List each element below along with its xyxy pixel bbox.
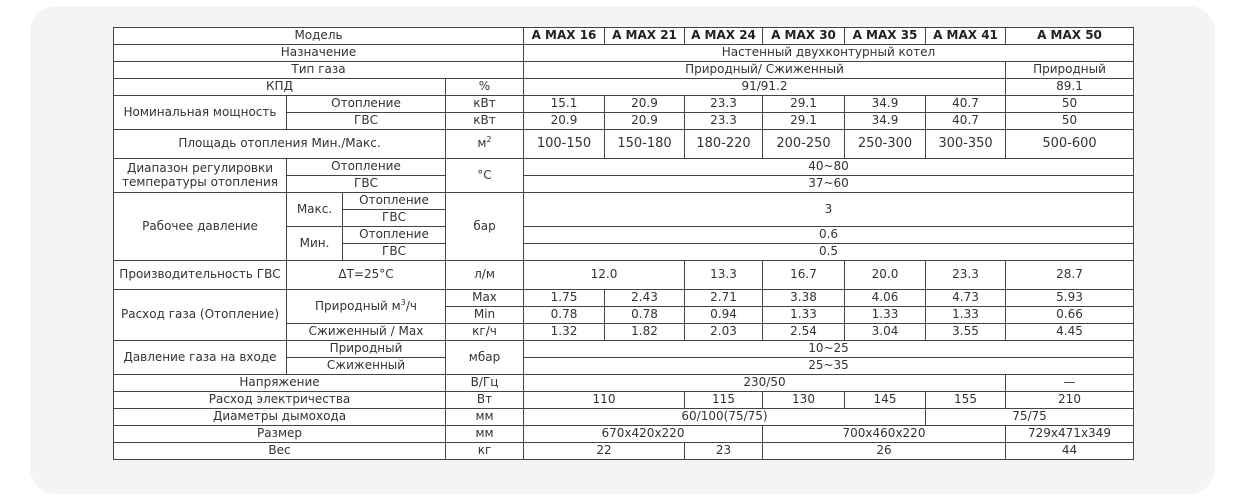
value-cell: 13.3 — [685, 261, 763, 290]
value-cell: 20.9 — [524, 113, 605, 130]
gas-inlet-pressure-label: Давление газа на входе — [114, 341, 287, 375]
value-cell: 100-150 — [524, 130, 605, 159]
value-cell: 23.3 — [926, 261, 1006, 290]
temp-heating-value: 40~80 — [524, 159, 1134, 176]
flue-value: 75/75 — [926, 409, 1134, 426]
efficiency-label: КПД — [114, 79, 446, 96]
unit: Вт — [446, 392, 524, 409]
value-cell: 1.33 — [926, 307, 1006, 324]
inlet-natural-value: 10~25 — [524, 341, 1134, 358]
row-weight — [114, 443, 1134, 460]
delta-t-label: ΔТ=25°С — [287, 261, 446, 290]
value-cell: 20.9 — [605, 96, 685, 113]
size-value: 729x471x349 — [1006, 426, 1134, 443]
value-cell: 0.66 — [1006, 307, 1134, 324]
value-cell: 4.73 — [926, 290, 1006, 307]
value-cell: 300-350 — [926, 130, 1006, 159]
value-cell: 20.9 — [605, 113, 685, 130]
min-label: Мин. — [287, 227, 343, 261]
efficiency-value: 91/91.2 — [524, 79, 1006, 96]
value-cell: 29.1 — [763, 96, 845, 113]
model-label: Модель — [114, 28, 524, 45]
lpg-max-label: Сжиженный / Max — [287, 324, 446, 341]
value-cell: 115 — [685, 392, 763, 409]
model-header: A MAX 30 — [763, 28, 845, 45]
value-cell: 0.78 — [524, 307, 605, 324]
weight-value: 44 — [1006, 443, 1134, 460]
flue-diameter-label: Диаметры дымохода — [114, 409, 446, 426]
row-gas-natural-max — [114, 290, 1134, 307]
lpg-label: Сжиженный — [287, 358, 446, 375]
size-value: 700x460x220 — [763, 426, 1006, 443]
value-cell: 23.3 — [685, 113, 763, 130]
value-cell: 28.7 — [1006, 261, 1134, 290]
value-cell: 34.9 — [845, 113, 926, 130]
model-header: A MAX 35 — [845, 28, 926, 45]
temp-dhw-value: 37~60 — [524, 176, 1134, 193]
row-power-heating — [114, 96, 1134, 113]
max-en-label: Max — [446, 290, 524, 307]
value-cell: 180-220 — [685, 130, 763, 159]
value-cell: 0.78 — [605, 307, 685, 324]
value-cell: 1.33 — [845, 307, 926, 324]
min-en-label: Min — [446, 307, 524, 324]
natural-label: Природный — [287, 341, 446, 358]
value-cell: 40.7 — [926, 113, 1006, 130]
value-cell: 210 — [1006, 392, 1134, 409]
row-power-consumption — [114, 392, 1134, 409]
pressure-min-dhw-value: 0.5 — [524, 244, 1134, 261]
model-header: A MAX 16 — [524, 28, 605, 45]
unit: мбар — [446, 341, 524, 375]
heating-area-text: Площадь отопления Мин./Макс. — [178, 136, 381, 151]
value-cell: 1.33 — [763, 307, 845, 324]
value-cell: 2.71 — [685, 290, 763, 307]
gas-consumption-label: Расход газа (Отопление) — [114, 290, 287, 341]
unit: кг/ч — [446, 324, 524, 341]
row-temp-heating — [114, 159, 1134, 176]
dhw-capacity-label: Производительность ГВС — [114, 261, 287, 290]
dhw-label: ГВС — [287, 176, 446, 193]
voltage-label: Напряжение — [114, 375, 446, 392]
gas-type-value: Природный — [1006, 62, 1134, 79]
pressure-label: Рабочее давление — [114, 193, 287, 261]
row-efficiency — [114, 79, 1134, 96]
heating-label: Отопление — [287, 96, 446, 113]
value-cell: 110 — [524, 392, 685, 409]
value-cell: 12.0 — [524, 261, 685, 290]
model-header: A MAX 24 — [685, 28, 763, 45]
row-gas-type — [114, 62, 1134, 79]
size-label: Размер — [114, 426, 446, 443]
row-heating-area — [114, 130, 1134, 159]
heating-area-label — [114, 130, 446, 159]
gas-type-value: Природный/ Сжиженный — [524, 62, 1006, 79]
nominal-power-label: Номинальная мощность — [114, 96, 287, 130]
value-cell: 23.3 — [685, 96, 763, 113]
dhw-label: ГВС — [287, 113, 446, 130]
weight-value: 26 — [763, 443, 1006, 460]
value-cell: 40.7 — [926, 96, 1006, 113]
gas-type-label: Тип газа — [114, 62, 524, 79]
purpose-value: Настенный двухконтурный котел — [524, 45, 1134, 62]
value-cell: 4.06 — [845, 290, 926, 307]
value-cell: 15.1 — [524, 96, 605, 113]
value-cell: 34.9 — [845, 96, 926, 113]
flue-value: 60/100(75/75) — [524, 409, 926, 426]
power-consumption-label: Расход электричества — [114, 392, 446, 409]
value-cell: 1.82 — [605, 324, 685, 341]
unit: мм — [446, 409, 524, 426]
voltage-value: — — [1006, 375, 1134, 392]
value-cell: 250-300 — [845, 130, 926, 159]
unit: кг — [446, 443, 524, 460]
inlet-lpg-value: 25~35 — [524, 358, 1134, 375]
value-cell: 3.55 — [926, 324, 1006, 341]
value-cell: 29.1 — [763, 113, 845, 130]
value-cell: 145 — [845, 392, 926, 409]
unit: $м^2$ — [446, 130, 524, 159]
voltage-value: 230/50 — [524, 375, 1006, 392]
value-cell: 0.94 — [685, 307, 763, 324]
value-cell: 150-180 — [605, 130, 685, 159]
row-flue — [114, 409, 1134, 426]
value-cell: 3.04 — [845, 324, 926, 341]
value-cell: 5.93 — [1006, 290, 1134, 307]
row-voltage — [114, 375, 1134, 392]
weight-value: 23 — [685, 443, 763, 460]
pressure-max-value: 3 — [524, 193, 1134, 227]
value-cell: 155 — [926, 392, 1006, 409]
max-label: Макс. — [287, 193, 343, 227]
row-size — [114, 426, 1134, 443]
model-header: A MAX 21 — [605, 28, 685, 45]
weight-label: Вес — [114, 443, 446, 460]
value-cell: 50 — [1006, 96, 1134, 113]
value-cell: 3.38 — [763, 290, 845, 307]
dhw-label: ГВС — [343, 210, 446, 227]
row-inlet-natural — [114, 341, 1134, 358]
pressure-min-heating-value: 0.6 — [524, 227, 1134, 244]
value-cell: 1.75 — [524, 290, 605, 307]
model-header: A MAX 50 — [1006, 28, 1134, 45]
unit: бар — [446, 193, 524, 261]
value-cell: 1.32 — [524, 324, 605, 341]
value-cell: 200-250 — [763, 130, 845, 159]
model-header: A MAX 41 — [926, 28, 1006, 45]
value-cell: 20.0 — [845, 261, 926, 290]
unit: л/м — [446, 261, 524, 290]
row-dhw-capacity — [114, 261, 1134, 290]
row-pressure-max-heating — [114, 193, 1134, 210]
value-cell: 500-600 — [1006, 130, 1134, 159]
size-value: 670x420x220 — [524, 426, 763, 443]
value-cell: 130 — [763, 392, 845, 409]
value-cell: 2.43 — [605, 290, 685, 307]
row-purpose — [114, 45, 1134, 62]
purpose-label: Назначение — [114, 45, 524, 62]
heating-label: Отопление — [343, 193, 446, 210]
unit: мм — [446, 426, 524, 443]
value-cell: 2.03 — [685, 324, 763, 341]
heating-label: Отопление — [287, 159, 446, 176]
value-cell: 16.7 — [763, 261, 845, 290]
efficiency-value: 89.1 — [1006, 79, 1134, 96]
value-cell: 4.45 — [1006, 324, 1134, 341]
unit: % — [446, 79, 524, 96]
dhw-label: ГВС — [343, 244, 446, 261]
value-cell: 2.54 — [763, 324, 845, 341]
natural-m3h-label: Природный $м^3/ч$ — [287, 290, 446, 324]
unit: кВт — [446, 96, 524, 113]
value-cell: 50 — [1006, 113, 1134, 130]
weight-value: 22 — [524, 443, 685, 460]
heating-label: Отопление — [343, 227, 446, 244]
row-model — [114, 28, 1134, 45]
unit: °С — [446, 159, 524, 193]
unit: кВт — [446, 113, 524, 130]
unit: В/Гц — [446, 375, 524, 392]
temp-range-label: Диапазон регулировки температуры отопления — [114, 159, 287, 193]
specification-table — [113, 27, 1134, 460]
